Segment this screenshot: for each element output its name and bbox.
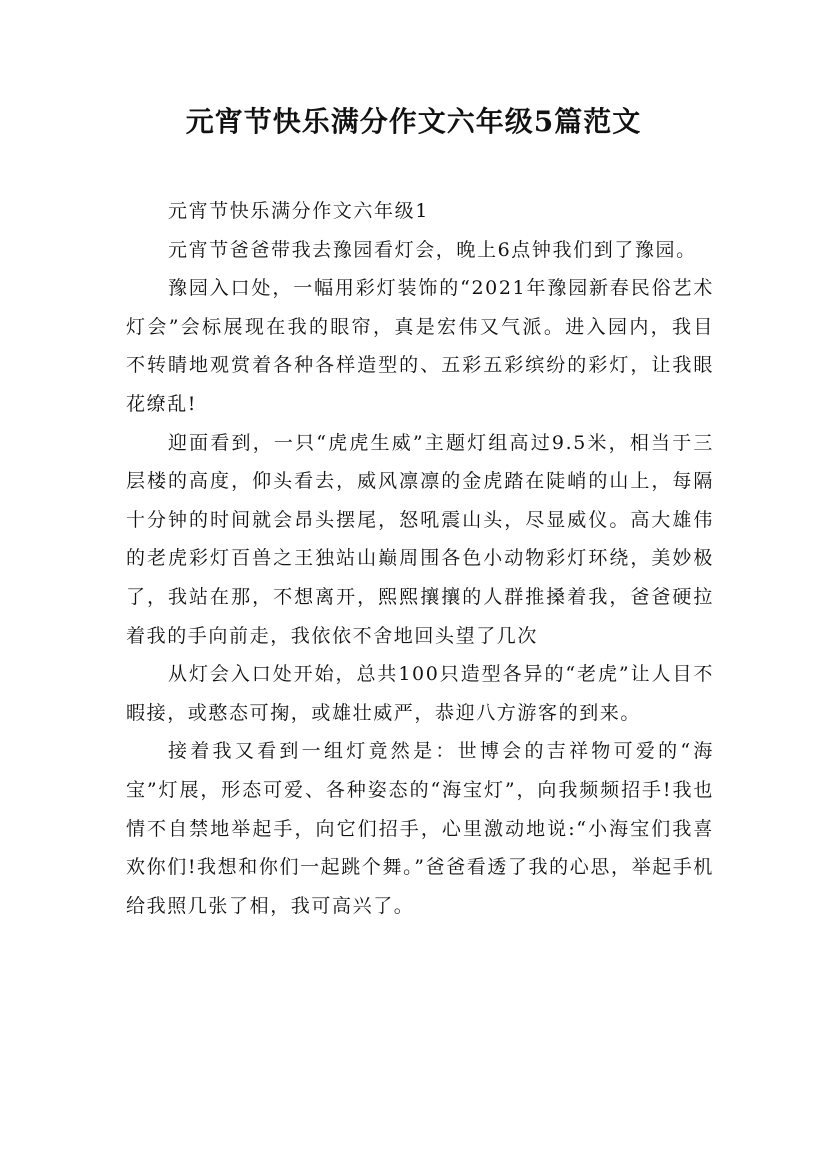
paragraph: 接着我又看到一组灯竟然是：世博会的吉祥物可爱的“海宝”灯展，形态可爱、各种姿态的“海宝灯”，向我频频招手!我也情不自禁地举起手，向它们招手，心里激动地说:“小海宝们我喜欢你们!我想和你们一起跳个舞。”爸爸看透了我的心思，举起手机给我照几张了相，我可高兴了。 — [126, 740, 714, 917]
paragraph: 从灯会入口处开始，总共100只造型各异的“老虎”让人目不暇接，或憨态可掬，或雄壮威严，恭迎八方游客的到来。 — [126, 663, 714, 724]
section-heading: 元宵节快乐满分作文六年级1 — [168, 200, 429, 222]
paragraph: 豫园入口处，一幅用彩灯装饰的“2021年豫园新春民俗艺术灯会”会标展现在我的眼帘，真是宏伟又气派。进入园内，我目不转睛地观赏着各种各样造型的、五彩五彩缤纷的彩灯，让我眼花缭乱! — [126, 277, 714, 415]
document-body — [126, 192, 714, 925]
paragraph: 元宵节爸爸带我去豫园看灯会，晚上6点钟我们到了豫园。 — [168, 238, 697, 261]
document-title: 元宵节快乐满分作文六年级5篇范文 — [185, 105, 642, 138]
paragraph: 迎面看到，一只“虎虎生威”主题灯组高过9.5米，相当于三层楼的高度，仰头看去，威风凛凛的金虎踏在陡峭的山上，每隔十分钟的时间就会昂头摆尾，怒吼震山头，尽显威仪。高大雄伟的老虎彩灯百兽之王独站山巅周围各色小动物彩灯环绕，美妙极了，我站在那，不想离开，熙熙攘攘的人群推搡着我，爸爸硬拉着我的手向前走，我依依不舍地回头望了几次 — [126, 431, 714, 647]
